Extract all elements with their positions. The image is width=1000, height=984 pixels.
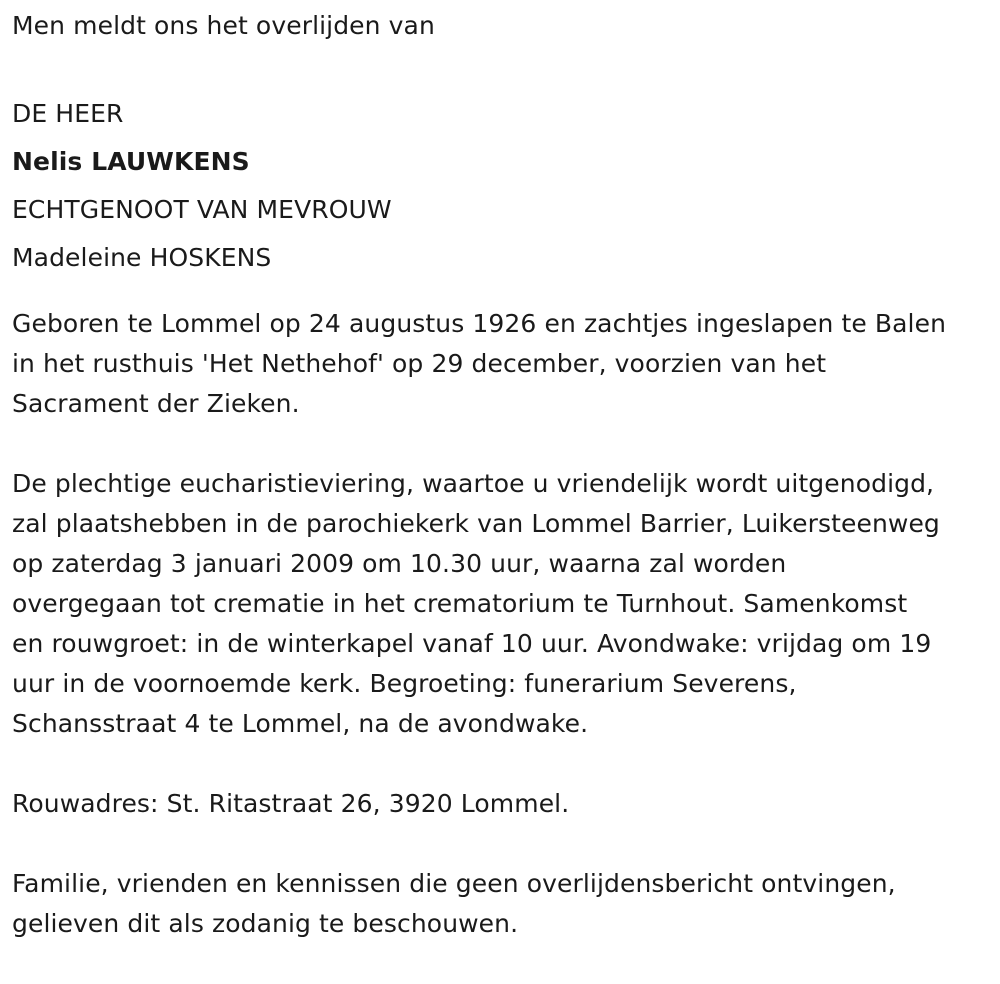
birth-paragraph <box>12 304 992 424</box>
ceremony-line: op zaterdag 3 januari 2009 om 10.30 uur, waarna zal worden <box>12 549 787 578</box>
closing-paragraph <box>12 864 992 944</box>
birth-line: in het rusthuis 'Het Nethehof' op 29 december, voorzien van het <box>12 349 827 378</box>
ceremony-line: Schansstraat 4 te Lommel, na de avondwake. <box>12 709 589 738</box>
ceremony-line: en rouwgroet: in de winterkapel vanaf 10 uur. Avondwake: vrijdag om 19 <box>12 629 932 658</box>
ceremony-line: overgegaan tot crematie in het crematorium te Turnhout. Samenkomst <box>12 589 908 618</box>
ceremony-line: uur in de voornoemde kerk. Begroeting: funerarium Severens, <box>12 669 797 698</box>
spouse-name: Madeleine HOSKENS <box>12 243 272 272</box>
ceremony-line: De plechtige eucharistieviering, waartoe u vriendelijk wordt uitgenodigd, <box>12 469 935 498</box>
closing-line: Familie, vrienden en kennissen die geen overlijdensbericht ontvingen, <box>12 869 896 898</box>
birth-line: Sacrament der Zieken. <box>12 389 300 418</box>
closing-line: gelieven dit als zodanig te beschouwen. <box>12 909 519 938</box>
spouse-title: ECHTGENOOT VAN MEVROUW <box>12 195 392 224</box>
title-text: DE HEER <box>12 99 124 128</box>
death-notice <box>12 10 992 984</box>
address-text: Rouwadres: St. Ritastraat 26, 3920 Lommel. <box>12 789 570 818</box>
birth-line: Geboren te Lommel op 24 augustus 1926 en zachtjes ingeslapen te Balen <box>12 309 947 338</box>
deceased-name: Nelis LAUWKENS <box>12 147 250 176</box>
ceremony-line: zal plaatshebben in de parochiekerk van Lommel Barrier, Luikersteenweg <box>12 509 940 538</box>
name-block <box>12 90 992 282</box>
address-paragraph <box>12 784 992 824</box>
intro-text: Men meldt ons het overlijden van <box>12 11 435 40</box>
ceremony-paragraph <box>12 464 992 744</box>
